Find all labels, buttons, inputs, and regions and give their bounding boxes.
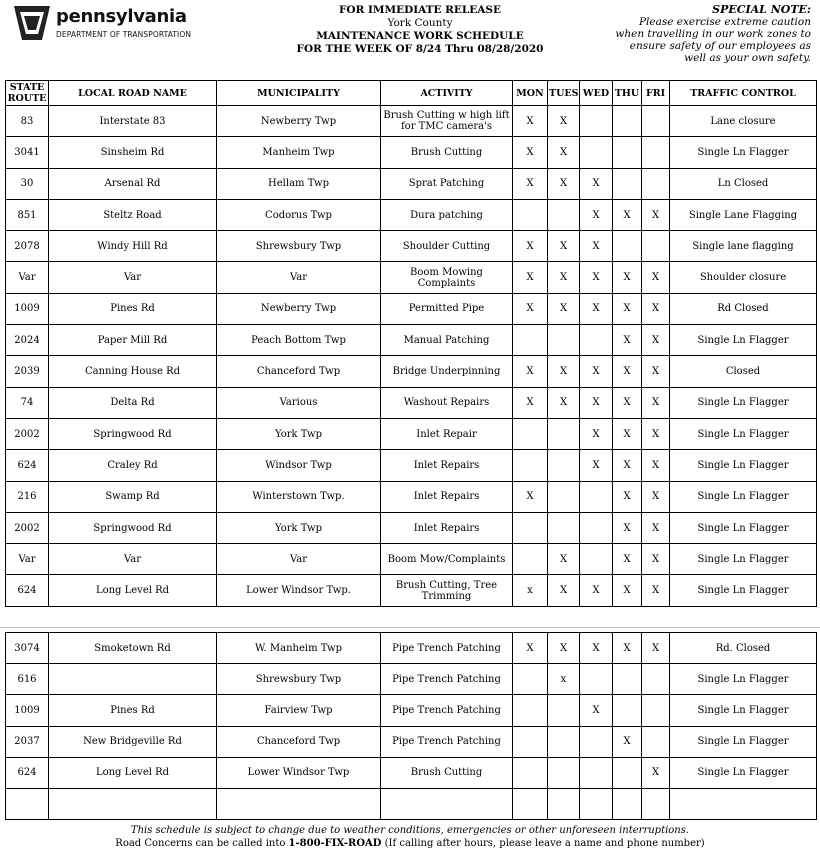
footer-contact [0,837,820,850]
cell-traffic: Single Ln Flagger [670,137,817,168]
cell-road: Springwood Rd [49,418,217,449]
col-header-activity: ACTIVITY [381,81,513,106]
cell-road: Var [49,262,217,293]
cell-fri: X [642,262,670,293]
cell-road: Craley Rd [49,450,217,481]
cell-municipality: Shrewsbury Twp [217,231,381,262]
cell-road: Swamp Rd [49,481,217,512]
cell-wed: X [580,387,613,418]
cell-fri: X [642,575,670,606]
schedule-table-continued [5,632,817,820]
table-row [6,512,817,543]
cell-thu [613,788,642,819]
logo-dept: DEPARTMENT OF TRANSPORTATION [56,30,192,39]
cell-traffic: Single Ln Flagger [670,450,817,481]
cell-mon: X [513,106,548,137]
cell-fri [642,788,670,819]
col-header-mon: MON [513,81,548,106]
cell-activity: Brush Cutting [381,757,513,788]
cell-road: Long Level Rd [49,757,217,788]
cell-traffic: Rd. Closed [670,633,817,664]
cell-mon: X [513,633,548,664]
cell-municipality: Newberry Twp [217,106,381,137]
cell-fri: X [642,633,670,664]
cell-tues: X [548,387,580,418]
cell-municipality: Hellam Twp [217,168,381,199]
cell-route: 1009 [6,293,49,324]
cell-activity: Permitted Pipe [381,293,513,324]
cell-thu: X [613,418,642,449]
cell-traffic: Single Lane Flagging [670,199,817,230]
cell-route: 3041 [6,137,49,168]
cell-route: 1009 [6,695,49,726]
cell-activity: Brush Cutting w high lift for TMC camera's [381,106,513,137]
table-row [6,726,817,757]
cell-fri: X [642,418,670,449]
table-row [6,757,817,788]
cell-route: 624 [6,450,49,481]
special-note-line: when travelling in our work zones to [615,28,811,40]
cell-traffic: Single Ln Flagger [670,512,817,543]
table-row [6,788,817,819]
cell-wed [580,106,613,137]
cell-tues: X [548,575,580,606]
cell-municipality: Newberry Twp [217,293,381,324]
cell-municipality: Peach Bottom Twp [217,325,381,356]
cell-mon [513,450,548,481]
cell-thu: X [613,387,642,418]
cell-tues: x [548,664,580,695]
cell-municipality: Windsor Twp [217,450,381,481]
cell-fri [642,231,670,262]
cell-thu [613,695,642,726]
keystone-icon [12,4,52,42]
table-row [6,231,817,262]
cell-fri: X [642,481,670,512]
special-note-title: SPECIAL NOTE: [712,3,811,16]
cell-thu: X [613,293,642,324]
cell-thu [613,168,642,199]
cell-traffic: Single Ln Flagger [670,481,817,512]
cell-fri: X [642,544,670,575]
cell-traffic: Rd Closed [670,293,817,324]
cell-tues [548,481,580,512]
cell-activity: Bridge Underpinning [381,356,513,387]
cell-municipality: Var [217,262,381,293]
release-header [270,4,570,56]
cell-fri [642,726,670,757]
cell-tues [548,325,580,356]
cell-municipality: W. Manheim Twp [217,633,381,664]
cell-traffic: Single Ln Flagger [670,325,817,356]
cell-thu [613,757,642,788]
col-header-traffic: TRAFFIC CONTROL [670,81,817,106]
cell-fri: X [642,450,670,481]
cell-activity: Pipe Trench Patching [381,633,513,664]
cell-thu: X [613,262,642,293]
cell-traffic: Single Ln Flagger [670,726,817,757]
cell-activity: Boom Mowing Complaints [381,262,513,293]
col-header-road: LOCAL ROAD NAME [49,81,217,106]
cell-traffic: Single lane flagging [670,231,817,262]
cell-road: Windy Hill Rd [49,231,217,262]
cell-fri: X [642,387,670,418]
cell-traffic: Single Ln Flagger [670,418,817,449]
table-row [6,262,817,293]
cell-mon: X [513,293,548,324]
week-line: FOR THE WEEK OF 8/24 Thru 08/28/2020 [296,43,544,55]
cell-municipality: Chanceford Twp [217,726,381,757]
county-line: York County [387,17,453,29]
cell-tues: X [548,293,580,324]
cell-traffic: Ln Closed [670,168,817,199]
cell-activity: Pipe Trench Patching [381,664,513,695]
cell-wed [580,137,613,168]
cell-municipality [217,788,381,819]
release-line: FOR IMMEDIATE RELEASE [338,4,502,16]
cell-municipality: Manheim Twp [217,137,381,168]
cell-fri [642,106,670,137]
cell-fri [642,695,670,726]
cell-traffic [670,788,817,819]
cell-municipality: Lower Windsor Twp [217,757,381,788]
cell-mon [513,788,548,819]
cell-wed: X [580,231,613,262]
cell-tues [548,695,580,726]
cell-tues: X [548,262,580,293]
cell-route: 216 [6,481,49,512]
cell-thu [613,137,642,168]
cell-road: Var [49,544,217,575]
table-row [6,199,817,230]
cell-route: 2002 [6,418,49,449]
cell-mon: X [513,481,548,512]
table-row [6,544,817,575]
cell-activity: Brush Cutting, Tree Trimming [381,575,513,606]
cell-activity: Inlet Repairs [381,481,513,512]
cell-activity: Dura patching [381,199,513,230]
cell-traffic: Single Ln Flagger [670,695,817,726]
cell-road: New Bridgeville Rd [49,726,217,757]
cell-wed: X [580,450,613,481]
special-note-line: Please exercise extreme caution [638,16,811,28]
table-row [6,575,817,606]
cell-mon [513,325,548,356]
cell-route: 83 [6,106,49,137]
cell-mon: X [513,137,548,168]
cell-thu [613,106,642,137]
cell-tues [548,757,580,788]
cell-mon [513,418,548,449]
table-row [6,168,817,199]
cell-tues: X [548,356,580,387]
cell-mon [513,695,548,726]
cell-wed [580,325,613,356]
cell-wed [580,757,613,788]
col-header-municipality: MUNICIPALITY [217,81,381,106]
cell-thu: X [613,481,642,512]
cell-mon [513,664,548,695]
cell-wed: X [580,575,613,606]
cell-mon [513,199,548,230]
cell-road: Steltz Road [49,199,217,230]
cell-route: 2024 [6,325,49,356]
cell-route: 2037 [6,726,49,757]
cell-road: Smoketown Rd [49,633,217,664]
footer-contact-text: Road Concerns can be called into [115,838,289,849]
cell-municipality: Shrewsbury Twp [217,664,381,695]
cell-wed: X [580,633,613,664]
cell-route: Var [6,544,49,575]
cell-route: 624 [6,757,49,788]
table-row [6,481,817,512]
cell-municipality: Winterstown Twp. [217,481,381,512]
footer [0,824,820,850]
cell-fri: X [642,293,670,324]
cell-fri: X [642,512,670,543]
cell-activity: Inlet Repair [381,418,513,449]
cell-tues [548,512,580,543]
cell-road: Paper Mill Rd [49,325,217,356]
table-separator [0,627,820,628]
footer-contact-note: (If calling after hours, please leave a name and phone number) [381,838,705,849]
cell-route: 851 [6,199,49,230]
cell-traffic: Single Ln Flagger [670,387,817,418]
cell-road [49,664,217,695]
table-row [6,387,817,418]
cell-thu: X [613,575,642,606]
cell-wed: X [580,293,613,324]
cell-traffic: Single Ln Flagger [670,757,817,788]
cell-fri: X [642,356,670,387]
cell-wed: X [580,199,613,230]
cell-road: Springwood Rd [49,512,217,543]
col-header-route: STATE ROUTE [6,81,49,106]
cell-activity: Manual Patching [381,325,513,356]
special-note-line: well as your own safety. [684,52,811,64]
cell-route: Var [6,262,49,293]
cell-tues: X [548,633,580,664]
cell-road: Pines Rd [49,293,217,324]
cell-thu: X [613,325,642,356]
cell-activity: Shoulder Cutting [381,231,513,262]
cell-activity: Sprat Patching [381,168,513,199]
cell-route [6,788,49,819]
cell-tues [548,199,580,230]
cell-wed: X [580,418,613,449]
table-row [6,418,817,449]
cell-municipality: Var [217,544,381,575]
cell-fri: X [642,199,670,230]
col-header-thu: THU [613,81,642,106]
cell-wed [580,788,613,819]
cell-thu: X [613,726,642,757]
cell-route: 624 [6,575,49,606]
cell-mon: X [513,262,548,293]
cell-road: Canning House Rd [49,356,217,387]
footer-disclaimer: This schedule is subject to change due to weather conditions, emergencies or other unforeseen interruptions. [130,825,690,836]
cell-tues: X [548,544,580,575]
table-row [6,356,817,387]
special-note [571,4,811,64]
cell-activity: Boom Mow/Complaints [381,544,513,575]
cell-wed [580,544,613,575]
cell-route: 30 [6,168,49,199]
cell-mon: X [513,168,548,199]
cell-mon [513,757,548,788]
cell-traffic: Single Ln Flagger [670,575,817,606]
cell-municipality: Fairview Twp [217,695,381,726]
cell-wed [580,512,613,543]
cell-tues: X [548,168,580,199]
cell-thu: X [613,450,642,481]
logo-brand: pennsylvania [56,6,187,27]
cell-wed: X [580,262,613,293]
cell-route: 2078 [6,231,49,262]
table-row [6,633,817,664]
cell-route: 3074 [6,633,49,664]
cell-thu: X [613,633,642,664]
cell-activity: Pipe Trench Patching [381,695,513,726]
cell-municipality: York Twp [217,512,381,543]
cell-activity: Inlet Repairs [381,512,513,543]
cell-traffic: Single Ln Flagger [670,664,817,695]
cell-mon: X [513,387,548,418]
table-row [6,325,817,356]
cell-road [49,788,217,819]
cell-fri: X [642,757,670,788]
cell-municipality: Various [217,387,381,418]
schedule-table [5,80,817,607]
table-row [6,695,817,726]
cell-wed [580,664,613,695]
cell-activity: Brush Cutting [381,137,513,168]
cell-wed: X [580,695,613,726]
cell-tues [548,788,580,819]
col-header-tues: TUES [548,81,580,106]
cell-mon [513,544,548,575]
cell-route: 2039 [6,356,49,387]
cell-tues: X [548,231,580,262]
cell-wed [580,726,613,757]
cell-mon: x [513,575,548,606]
cell-road: Sinsheim Rd [49,137,217,168]
cell-traffic: Closed [670,356,817,387]
cell-fri [642,137,670,168]
cell-wed: X [580,356,613,387]
table-row [6,293,817,324]
cell-wed: X [580,168,613,199]
cell-municipality: Codorus Twp [217,199,381,230]
cell-route: 616 [6,664,49,695]
cell-activity: Pipe Trench Patching [381,726,513,757]
table-row [6,450,817,481]
cell-mon [513,726,548,757]
cell-road: Long Level Rd [49,575,217,606]
cell-road: Arsenal Rd [49,168,217,199]
cell-tues [548,450,580,481]
penndot-logo [12,4,212,44]
cell-route: 74 [6,387,49,418]
cell-activity: Washout Repairs [381,387,513,418]
cell-road: Interstate 83 [49,106,217,137]
col-header-fri: FRI [642,81,670,106]
table-header-row [6,81,817,106]
cell-activity [381,788,513,819]
cell-tues: X [548,106,580,137]
cell-mon [513,512,548,543]
cell-thu: X [613,199,642,230]
cell-fri [642,168,670,199]
table-row [6,106,817,137]
special-note-line: ensure safety of our employees as [629,40,811,52]
cell-mon: X [513,231,548,262]
cell-road: Pines Rd [49,695,217,726]
cell-traffic: Single Ln Flagger [670,544,817,575]
cell-tues: X [548,137,580,168]
cell-thu: X [613,512,642,543]
cell-mon: X [513,356,548,387]
col-header-wed: WED [580,81,613,106]
cell-municipality: Chanceford Twp [217,356,381,387]
cell-municipality: Lower Windsor Twp. [217,575,381,606]
cell-wed [580,481,613,512]
cell-fri [642,664,670,695]
cell-traffic: Lane closure [670,106,817,137]
cell-thu: X [613,356,642,387]
cell-fri: X [642,325,670,356]
cell-route: 2002 [6,512,49,543]
cell-thu: X [613,544,642,575]
cell-tues [548,418,580,449]
cell-thu [613,231,642,262]
cell-tues [548,726,580,757]
cell-road: Delta Rd [49,387,217,418]
table-row [6,137,817,168]
cell-municipality: York Twp [217,418,381,449]
fix-road-number: 1-800-FIX-ROAD [288,838,382,849]
cell-traffic: Shoulder closure [670,262,817,293]
table-row [6,664,817,695]
cell-activity: Inlet Repairs [381,450,513,481]
cell-thu [613,664,642,695]
schedule-title: MAINTENANCE WORK SCHEDULE [316,30,524,42]
